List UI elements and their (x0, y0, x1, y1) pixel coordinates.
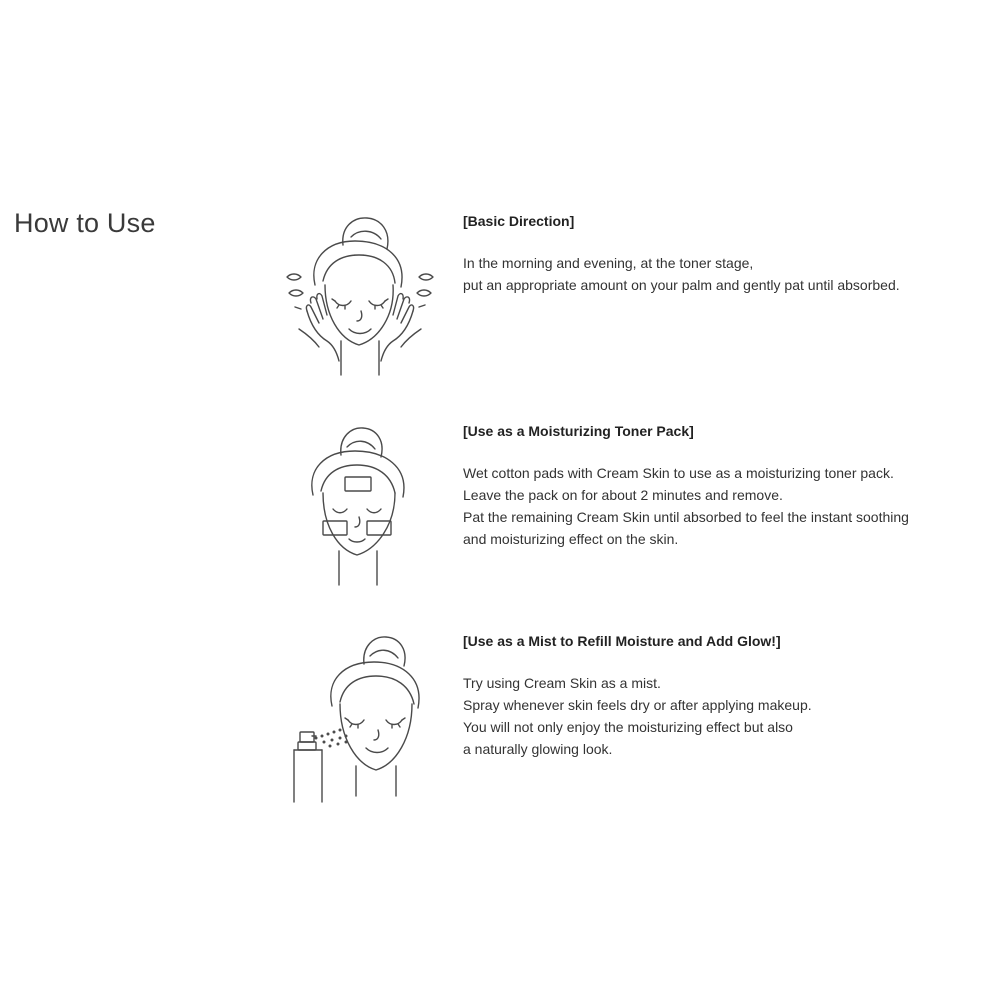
step-line: Pat the remaining Cream Skin until absorbed to feel the instant soothing (463, 509, 909, 525)
face-mist-spray-icon (288, 634, 428, 806)
step-line: Leave the pack on for about 2 minutes and remove. (463, 487, 783, 503)
step-heading: [Basic Direction] (463, 213, 575, 229)
step-line: a naturally glowing look. (463, 741, 613, 757)
face-cotton-pads-icon (305, 425, 415, 590)
step-line: In the morning and evening, at the toner stage, (463, 255, 754, 271)
step-line: Wet cotton pads with Cream Skin to use as a moisturizing toner pack. (463, 465, 894, 481)
step-line: and moisturizing effect on the skin. (463, 531, 679, 547)
step-line: You will not only enjoy the moisturizing effect but also (463, 719, 793, 735)
face-patting-icon (283, 215, 443, 380)
step-toner-pack (463, 420, 983, 550)
page-title: How to Use (14, 208, 156, 238)
step-heading: [Use as a Moisturizing Toner Pack] (463, 423, 694, 439)
step-mist (463, 630, 983, 760)
step-basic-direction (463, 210, 983, 296)
step-line: put an appropriate amount on your palm and gently pat until absorbed. (463, 277, 900, 293)
step-heading: [Use as a Mist to Refill Moisture and Add Glow!] (463, 633, 781, 649)
step-line: Try using Cream Skin as a mist. (463, 675, 661, 691)
step-line: Spray whenever skin feels dry or after applying makeup. (463, 697, 812, 713)
